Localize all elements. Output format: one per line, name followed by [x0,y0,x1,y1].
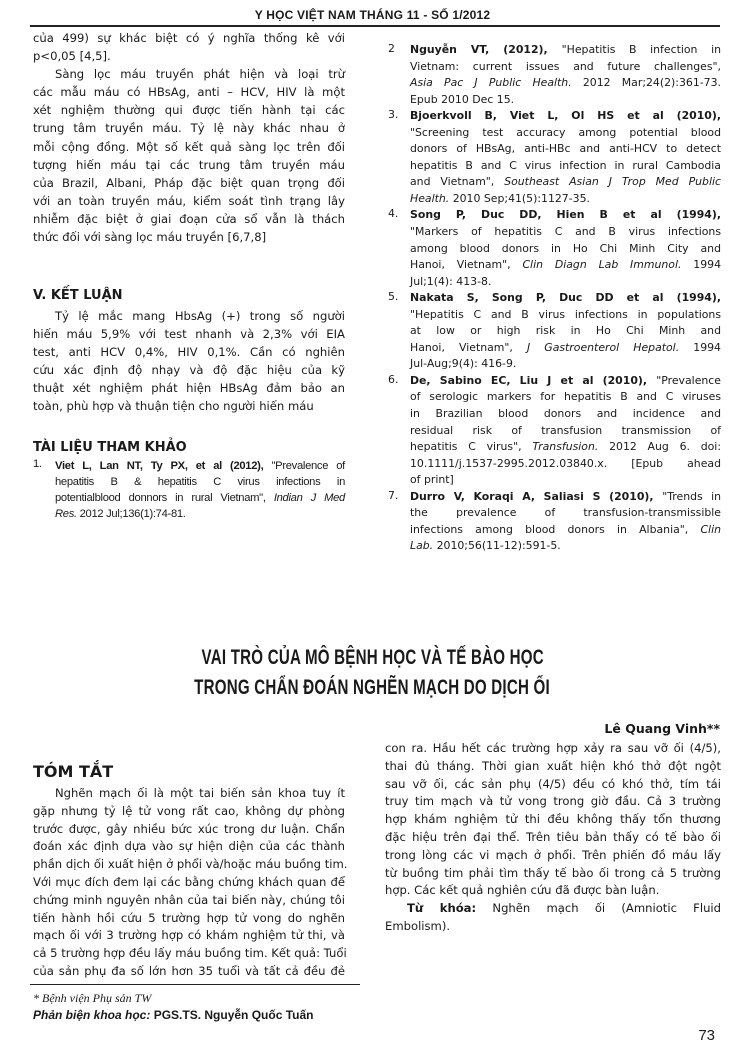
reference-number: 5. [388,290,399,304]
conclusion-heading: V. KẾT LUẬN [33,288,123,303]
reference-line [410,340,721,357]
reference-line [55,458,345,474]
keywords-label: Từ khóa: [407,901,477,916]
reference-text: of serologic markers for hepatitis B and C viruses [410,390,721,404]
reference-line [410,290,721,307]
reference-list-left [33,458,345,522]
reference-item [388,489,721,555]
reference-line [410,75,721,92]
reference-authors: Song P, Duc DD, Hien B et al (1994), [410,208,721,222]
reference-line [410,373,721,390]
text-line: truy tim mạch và tử vong trong giờ đầu. Cả 3 trường [385,794,721,809]
reference-line [410,59,721,76]
reference-line [410,538,721,555]
reference-text: 2012 Mar;24(2):361-73. [571,76,721,90]
reference-line [410,207,721,224]
text-line: đoán xác định dựa vào sự hiện diện của các thành [33,839,345,854]
text-line: tiến hành hồi cứu 5 trường hợp tử vong do nghẽn [33,910,345,925]
author-name: Lê Quang Vinh** [604,721,720,736]
reference-authors: Bjoerkvoll B, Viet L, Ol HS et al (2010), [410,109,721,123]
abstract-heading: TÓM TẮT [33,762,114,781]
reference-line [410,439,721,456]
reference-authors: Nakata S, Song P, Duc DD et al (1994), [410,291,721,305]
text-line: thức đối với sàng lọc máu truyền [6,7,8] [33,230,267,245]
reference-text: potentialblood donnors in rural Vietnam", [55,492,274,504]
reference-text: Epub 2010 Dec 15. [410,92,515,106]
reference-journal: Lab. [410,539,434,553]
text-line: mạch ối với 3 trường hợp có khám nghiệm tử thi, và [33,928,345,943]
reference-number: 7. [388,488,399,502]
reference-text: of print] [410,473,454,487]
reference-line [55,474,345,490]
reference-text: "Trends in [662,489,721,503]
reference-line [410,307,721,324]
reference-journal: Clin Diagn Lab Immunol. [522,258,682,272]
text-line: trong lòng các vi mạch ở phổi. Trên phiến đồ máu lấy [385,847,721,862]
reference-journal: Clin [700,522,721,536]
reference-text: hepatitis B & hepatitis C virus infections in [55,476,345,488]
text-line: trung tâm truyền máu. Tỷ lệ này khác nhau ở [33,121,345,136]
conclusion-text [33,307,345,416]
reference-journal: Indian J Med [273,492,345,504]
reference-line [410,241,721,258]
page-number: 73 [698,1027,715,1044]
reference-line [410,257,721,274]
reference-text: 2012 Jul;136(1):74-81. [76,508,186,520]
abstract-left-text [33,785,348,981]
reference-authors: Viet L, Lan NT, Ty PX, et al (2012), [55,460,272,472]
reference-item [388,207,721,290]
reference-line [410,456,721,473]
reference-text: 1994 [681,258,722,272]
text-line: cả 5 trường hợp đều lấy máu buồng tim. Kết quả: Tuổi [33,946,347,961]
reference-journal: Southeast Asian J Trop Med Public [504,175,721,189]
reference-journal: Asia Pac J Public Health. [410,76,572,90]
text-line: nhiễm đặc biệt ở giai đoạn cửa sổ vẫn là thách [33,211,345,226]
reference-text: "Hepatitis C and B virus infections in populations [410,307,721,321]
reference-line [55,506,345,522]
reference-text: "Prevalence of [271,460,345,472]
reference-journal: Res. [55,508,77,520]
reference-item [388,108,721,207]
reference-text: "Hepatitis B infection in [561,43,721,56]
text-line: hiến máu 5,9% với test nhanh và 2,3% với EIA [33,327,345,342]
reference-list-right [388,42,721,555]
reference-text: hepatitis B and C virus infection in rural Cambodia [410,158,721,172]
reference-text: Jul;1(4): 413-8. [410,274,492,288]
text-line: mỗi cộng đồng. Một số kết quả sàng lọc trên đối [33,139,345,154]
abstract-right-text [385,740,721,936]
text-line: con ra. Hầu hết các trường hợp xảy ra sau vỡ ối (4/5), [385,741,721,755]
reference-text: Hanoi, Vietnam", [410,258,523,272]
reference-item [388,373,721,489]
text-line: cứu xác định độ nhạy và độ đặc hiệu của kỹ [33,363,345,378]
article-title-line-2: TRONG CHẨN ĐOÁN NGHẼN MẠCH DO DỊCH ỐI [194,676,551,699]
reference-text: donors of HBsAg, anti-HBc and anti-HCV to detect [410,142,721,156]
reference-line [410,423,721,440]
abstract-right-paragraph [385,740,721,900]
text-line: trước được, gây nhiều bức xúc trong dư luận. Chẩn [33,821,345,836]
reference-line [410,489,721,506]
reference-line [55,490,345,506]
text-line: chứng minh nguyên nhân của tai biến này, chúng tôi [33,892,345,907]
reference-journal: Transfusion. [532,440,599,454]
reference-line [410,505,721,522]
discussion-text [33,29,345,246]
reference-text: Hanoi, Vietnam", [410,340,527,354]
text-line: thuật xét nghiệm phát hiện HBsAg đảm bảo an [33,381,345,396]
text-line: của sản phụ đa số lớn hơn 35 tuổi và tất cả đều đẻ [33,963,345,978]
reference-text: 2012 Aug 6. doi: [598,440,721,454]
reference-journal: J Gastroenterol Hepatol. [526,340,680,354]
text-line: thai đủ tháng. Thời gian xuất hiện khó thở đột ngột [385,758,721,773]
reference-text: 1994 [679,340,721,354]
references-heading: TÀI LIỆU THAM KHẢO [33,440,187,455]
keywords-line-1: Từ khóa: Nghẽn mạch ối (Amniotic Fluid [407,901,721,916]
reference-line [410,389,721,406]
reference-line [410,274,721,291]
reference-text: "Screening test accuracy among potential blood [410,125,721,139]
reference-text: 10.1111/j.1537-2995.2012.03840.x. [Epub ahead [410,456,721,470]
text-line: tượng hiến máu tại các trung tâm truyền máu [33,157,345,172]
text-line: xét nghiệm thường qui được tiến hành tại các [33,103,345,118]
reference-text: hepatitis C virus", [410,440,533,454]
reference-text: "Prevalence [656,373,721,387]
text-line: gặp nhưng tỷ lệ tử vong rất cao, không dự phòng [33,803,345,818]
reference-line [410,141,721,158]
running-header: Y HỌC VIỆT NAM THÁNG 11 - SỐ 1/2012 [254,8,491,22]
reference-line [410,42,721,59]
text-line: của 499) sự khác biệt có ý nghĩa thống kê với [33,31,345,45]
text-line: p<0,05 [4,5]. [33,49,111,64]
reference-number: 3. [388,108,399,122]
text-line: hợp. Các kết quả nghiên cứu đã được bàn luận. [385,883,660,898]
reference-line [410,472,721,489]
reference-line [410,406,721,423]
text-line: đặc hiệu trên đại thể. Trên tiêu bản thấy có tế bào ối [385,829,721,844]
reference-line [410,125,721,142]
reference-line [410,191,721,208]
reference-text: in Brazilian blood donors and incidence and [410,407,721,421]
text-line: toàn, phù hợp và thuận tiện cho người hiến máu [33,399,314,414]
footnote-reviewer: Phản biện khoa học: PGS.TS. Nguyễn Quốc Tuấn [33,1008,314,1022]
reference-line [410,108,721,125]
article-title-line-1: VAI TRÒ CỦA MÔ BỆNH HỌC VÀ TẾ BÀO HỌC [201,646,544,669]
reference-text: and Vietnam", [410,175,505,189]
reference-authors: Nguyễn VT, (2012), [410,43,562,56]
reference-line [410,356,721,373]
text-line: Tỷ lệ mắc mang HbsAg (+) trong số người [55,309,345,323]
reference-text: at low or high risk in Ho Chi Minh and [410,324,721,338]
reference-text: "Markers of hepatitis C and B virus infections [410,225,721,239]
text-line: Sàng lọc máu truyền phát hiện và loại trừ [55,67,345,82]
text-line: hợp khám nghiệm tử thi đều không thấy tổn thương [385,812,721,827]
reference-text: 2010 Sep;41(5):1127-35. [449,191,590,205]
reference-text: Jul-Aug;9(4): 416-9. [410,357,517,371]
footnote-rule [30,984,360,985]
reference-text: residual risk of transfusion transmission of [410,423,721,437]
reference-number: 4. [388,207,399,221]
reference-item [388,42,721,108]
reference-authors: Durro V, Koraqi A, Saliasi S (2010), [410,489,663,503]
reference-line [410,158,721,175]
reference-item [388,290,721,373]
footnote-affiliation: * Bệnh viện Phụ sản TW [33,991,152,1005]
header-rule [30,25,720,27]
text-line: phần dịch ối xuất hiện ở phổi và/hoặc máu buồng tim. [33,857,348,872]
text-line: với an toàn truyền máu, kiểm soát tình trạng lây [33,193,345,208]
reference-item [33,458,345,522]
reference-text: 2010;56(11-12):591-5. [433,539,561,553]
text-line: của Brazil, Albani, Pháp đặc biệt quan trọng đối [33,175,345,190]
text-line: Với mục đích đem lại các bằng chứng khách quan để [33,874,345,889]
reference-text: among blood donors in Ho Chi Minh City and [410,241,721,255]
text-line: từ buồng tim phải tìm thấy tế bào ối trong cả 5 trường [385,865,721,880]
reference-journal: Health. [410,191,450,205]
reference-number: 2 [388,42,395,55]
reference-text: the prevalence of transfusion-transmissible [410,506,721,520]
text-line: test, anti HCV 0,4%, HIV 0,1%. Cần có nghiên [33,345,345,360]
reference-line [410,323,721,340]
reference-line [410,522,721,539]
reference-line [410,174,721,191]
reference-number: 1. [33,458,42,470]
reference-authors: De, Sabino EC, Liu J et al (2010), [410,373,657,387]
keywords-line-2: Embolism). [385,918,451,933]
reference-line [410,224,721,241]
reference-text: infections among blood donors in Albania", [410,522,701,536]
text-line: sau vỡ ối, các sản phụ (4/5) đều có khó thở, tím tái [385,776,721,791]
reference-line [410,92,721,109]
reference-text: Vietnam: current issues and future challenges", [410,59,721,73]
text-line: Nghẽn mạch ối là một tai biến sản khoa tuy ít [55,786,345,800]
text-line: các mẫu máu có HBsAg, anti – HCV, HIV là một [33,85,345,100]
reference-number: 6. [388,372,399,386]
